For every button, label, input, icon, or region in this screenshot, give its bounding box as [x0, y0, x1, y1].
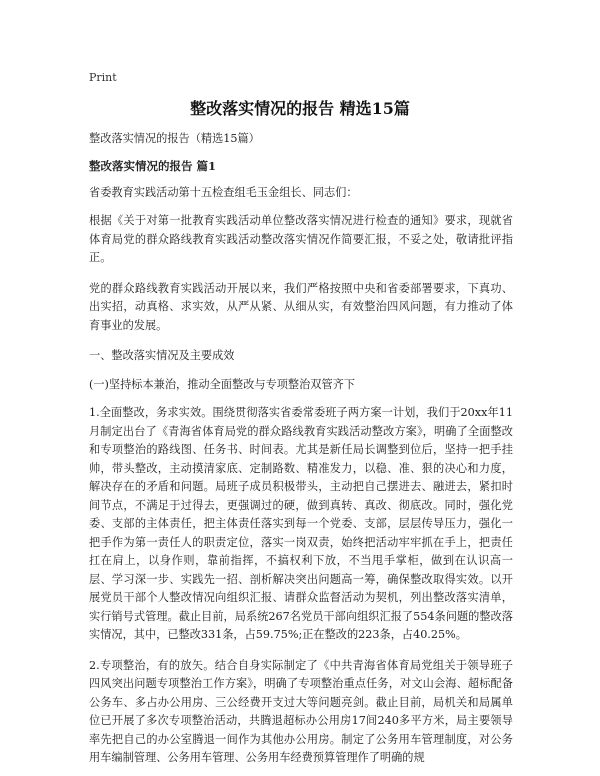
heading-level-2: (一)坚持标本兼治，推动全面整改与专项整治双管齐下	[89, 377, 356, 391]
page-title: 整改落实情况的报告 精选15篇	[190, 99, 410, 118]
paragraph-3: 1.全面整改，务求实效。围绕贯彻落实省委常委班子两方案一计划，我们于20xx年11月制定出台了《青海省体育局党的群众路线教育实践活动整改方案》，明确了全面整改和专项整治的路线图、任务书、时间表。尤其是新任局长调整到位后，坚持一把手挂帅，带头整改，主动摸清家底、定制路数、精准发力，以稳、准、狠的决心和力度，解决存在的矛盾和问题。局班子成员积极带头，主动把自己摆进去、融进去，紧扣时间节点，不满足于过得去，更强调过的硬，做到真转、真改、彻底改。同时，强化党委、支部的主体责任，把主体责任落实到每一个党委、支部，层层传导压力，强化一把手作为第一责任人的职责定位，落实一岗双责，始终把活动牢牢抓在手上，把责任扛在肩上，以身作则，靠前指挥，不搞权利下放，不当甩手掌柜，做到在认识高一层、学习深一步、实践先一招、剖析解决突出问题高一筹，确保整改取得实效。以开展党员干部个人整改情况向组织汇报、请群众监督活动为契机，列出整改落实清单，实行销号式管理。截止目前，局系统267名党员干部向组织汇报了554条问题的整改落实情况，其中，已整改331条，占59.75%;正在整改的223条，占40.25%。	[89, 406, 513, 641]
paragraph-1: 根据《关于对第一批教育实践活动单位整改落实情况进行检查的通知》要求，现就省体育局党的群众路线教育实践活动整改落实情况作简要汇报，不妥之处，敬请批评指正。	[89, 214, 513, 264]
salutation: 省委教育实践活动第十五检查组毛玉金组长、同志们：	[89, 185, 358, 199]
section-heading: 整改落实情况的报告 篇1	[89, 158, 217, 173]
heading-level-1: 一、整改落实情况及主要成效	[89, 349, 235, 362]
document-subtitle: 整改落实情况的报告（精选15篇）	[89, 132, 260, 145]
print-link[interactable]: Print	[89, 71, 117, 84]
paragraph-4: 2.专项整治，有的放矢。结合自身实际制定了《中共青海省体育局党组关于领导班子四风突出问题专项整治工作方案》，明确了专项整治重点任务，对文山会海、超标配备公务车、多占办公用房、三公经费开支过大等问题亮剑。截止目前，局机关和局属单位已开展了多次专项整治活动，共腾退超标办公用房17间240多平方米，局主要领导率先把自己的办公室腾退一间作为其他办公用房。制定了公务用车管理制度，对公务用车编制管理、公务用车管理、公务用车经费预算管理作了明确的规	[89, 658, 513, 764]
document-body	[89, 130, 513, 776]
paragraph-2: 党的群众路线教育实践活动开展以来，我们严格按照中央和省委部署要求，下真功、出实招，动真格、求实效，从严从紧、从细从实，有效整治四风问题，有力推动了体育事业的发展。	[89, 281, 513, 332]
